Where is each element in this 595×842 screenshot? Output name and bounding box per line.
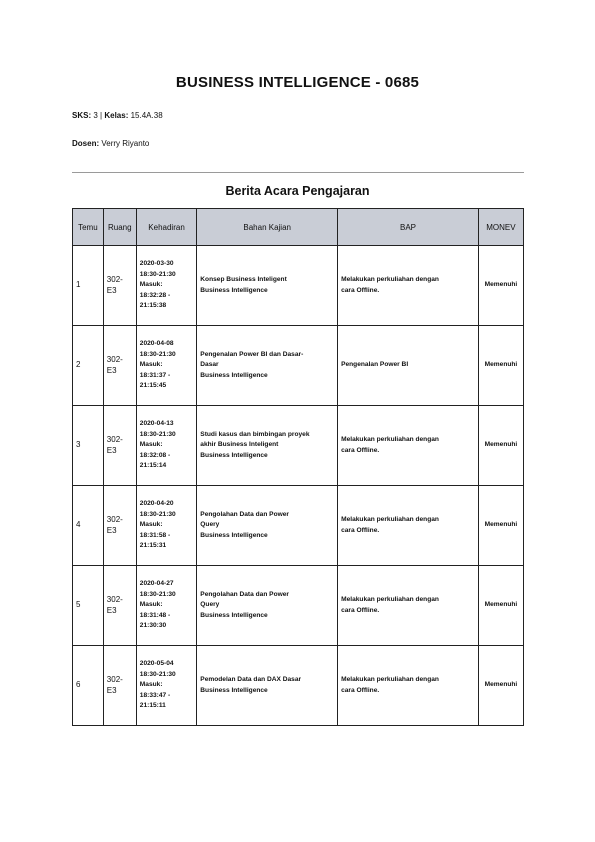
- cell-bahan-kajian-line: Business Intelligence: [200, 371, 268, 379]
- cell-kehadiran-line: 2020-05-04: [139, 660, 174, 668]
- cell-monev: Memenuhi: [478, 486, 523, 566]
- cell-kehadiran-line: Masuk:: [139, 441, 163, 449]
- cell-bahan-kajian: [197, 566, 338, 646]
- header-monev: MONEV: [478, 209, 523, 246]
- header-kehadiran: Kehadiran: [136, 209, 197, 246]
- sks-label: SKS:: [72, 111, 92, 120]
- cell-bap-line: cara Offline.: [341, 286, 380, 294]
- cell-ruang: [103, 246, 136, 326]
- cell-kehadiran-line: 18:31:58 -: [139, 531, 171, 539]
- cell-ruang: [103, 486, 136, 566]
- cell-bap-line: Melakukan perkuliahan dengan: [341, 516, 439, 524]
- cell-kehadiran-line: Masuk:: [139, 361, 163, 369]
- cell-bahan-kajian-line: Business Intelligence: [200, 611, 268, 619]
- section-title: Berita Acara Pengajaran: [225, 184, 370, 198]
- cell-bap-line: cara Offline.: [341, 686, 380, 694]
- cell-ruang-line: E3: [106, 285, 117, 295]
- cell-ruang-line: E3: [106, 605, 117, 615]
- cell-kehadiran-line: 21:15:14: [139, 462, 167, 470]
- sks-value: 3: [93, 111, 98, 120]
- cell-temu: 3: [73, 406, 104, 486]
- cell-bahan-kajian-line: Studi kasus dan bimbingan proyek: [200, 430, 310, 438]
- cell-kehadiran-line: 18:30-21:30: [139, 670, 176, 678]
- cell-bap: [338, 566, 479, 646]
- table-row: [73, 406, 524, 486]
- cell-kehadiran-line: 21:15:31: [139, 542, 167, 550]
- header-ruang: Ruang: [103, 209, 136, 246]
- cell-kehadiran-line: Masuk:: [139, 281, 163, 289]
- cell-ruang-line: 302-: [106, 595, 123, 605]
- cell-temu: 5: [73, 566, 104, 646]
- cell-monev: Memenuhi: [478, 246, 523, 326]
- kelas-value: 15.4A.38: [130, 111, 163, 120]
- cell-bahan-kajian-line: Dasar: [200, 361, 219, 369]
- cell-kehadiran-line: 18:30-21:30: [139, 510, 176, 518]
- cell-kehadiran-line: 18:32:08 -: [139, 451, 171, 459]
- table-row: [73, 486, 524, 566]
- cell-ruang-line: E3: [106, 685, 117, 695]
- cell-ruang: [103, 566, 136, 646]
- cell-bahan-kajian-line: Pengenalan Power BI dan Dasar-: [200, 350, 304, 358]
- lecturer-line: [72, 139, 149, 148]
- cell-bap-line: cara Offline.: [341, 446, 380, 454]
- course-meta-line: [72, 111, 163, 120]
- kelas-label: Kelas:: [104, 111, 129, 120]
- cell-kehadiran-line: 18:30-21:30: [139, 430, 176, 438]
- cell-kehadiran: [136, 246, 197, 326]
- cell-bahan-kajian-line: Business Intelligence: [200, 451, 268, 459]
- cell-bahan-kajian-line: Pengolahan Data dan Power: [200, 590, 289, 598]
- cell-bahan-kajian: [197, 406, 338, 486]
- page-title: BUSINESS INTELLIGENCE - 0685: [175, 74, 420, 91]
- header-bap: BAP: [338, 209, 479, 246]
- dosen-label: Dosen:: [72, 139, 100, 148]
- cell-bahan-kajian-line: Query: [200, 521, 220, 529]
- cell-kehadiran-line: 21:15:38: [139, 302, 167, 310]
- cell-bahan-kajian-line: Business Intelligence: [200, 286, 268, 294]
- cell-kehadiran-line: Masuk:: [139, 681, 163, 689]
- cell-bap-line: cara Offline.: [341, 606, 380, 614]
- header-bahan-kajian: Bahan Kajian: [197, 209, 338, 246]
- cell-bahan-kajian-line: Business Intelligence: [200, 531, 268, 539]
- cell-bap: [338, 326, 479, 406]
- cell-monev: Memenuhi: [478, 406, 523, 486]
- cell-kehadiran-line: Masuk:: [139, 601, 163, 609]
- cell-ruang: [103, 406, 136, 486]
- cell-kehadiran: [136, 646, 197, 726]
- cell-kehadiran: [136, 326, 197, 406]
- divider: [72, 172, 524, 173]
- cell-temu: 4: [73, 486, 104, 566]
- cell-bap-line: Melakukan perkuliahan dengan: [341, 596, 439, 604]
- cell-kehadiran-line: 18:32:28 -: [139, 291, 171, 299]
- cell-monev: Memenuhi: [478, 326, 523, 406]
- cell-kehadiran-line: 2020-04-08: [139, 340, 174, 348]
- cell-ruang: [103, 646, 136, 726]
- cell-bahan-kajian-line: Business Intelligence: [200, 686, 268, 694]
- cell-monev: Memenuhi: [478, 646, 523, 726]
- cell-bap-line: Melakukan perkuliahan dengan: [341, 276, 439, 284]
- cell-kehadiran-line: 18:30-21:30: [139, 350, 176, 358]
- cell-bap-line: Pengenalan Power BI: [341, 361, 409, 369]
- cell-kehadiran: [136, 406, 197, 486]
- cell-kehadiran-line: 2020-04-27: [139, 580, 174, 588]
- cell-bahan-kajian-line: akhir Business Inteligent: [200, 441, 279, 449]
- cell-ruang-line: E3: [106, 365, 117, 375]
- table-row: [73, 646, 524, 726]
- header-temu: Temu: [73, 209, 104, 246]
- cell-ruang: [103, 326, 136, 406]
- dosen-value: Verry Riyanto: [101, 139, 150, 148]
- table-row: [73, 566, 524, 646]
- cell-ruang-line: 302-: [106, 275, 123, 285]
- cell-bahan-kajian-line: Pengolahan Data dan Power: [200, 510, 289, 518]
- cell-ruang-line: 302-: [106, 675, 123, 685]
- cell-temu: 6: [73, 646, 104, 726]
- cell-bahan-kajian: [197, 486, 338, 566]
- teaching-record-table: [72, 208, 524, 726]
- cell-temu: 2: [73, 326, 104, 406]
- cell-kehadiran-line: 18:30-21:30: [139, 270, 176, 278]
- cell-kehadiran-line: 2020-04-20: [139, 500, 174, 508]
- cell-kehadiran-line: 18:31:37 -: [139, 371, 171, 379]
- cell-kehadiran-line: 18:33:47 -: [139, 691, 171, 699]
- meta-separator: |: [100, 111, 103, 120]
- cell-bap: [338, 486, 479, 566]
- cell-bap-line: Melakukan perkuliahan dengan: [341, 436, 439, 444]
- cell-bahan-kajian-line: Pemodelan Data dan DAX Dasar: [200, 676, 302, 684]
- cell-bahan-kajian-line: Query: [200, 601, 220, 609]
- cell-ruang-line: 302-: [106, 435, 123, 445]
- table-row: [73, 246, 524, 326]
- cell-kehadiran-line: 18:30-21:30: [139, 590, 176, 598]
- cell-monev: Memenuhi: [478, 566, 523, 646]
- cell-ruang-line: 302-: [106, 515, 123, 525]
- cell-bap: [338, 406, 479, 486]
- cell-kehadiran-line: Masuk:: [139, 521, 163, 529]
- cell-kehadiran-line: 21:30:30: [139, 622, 167, 630]
- table-header-row: [73, 209, 524, 246]
- cell-bap: [338, 646, 479, 726]
- cell-kehadiran: [136, 566, 197, 646]
- table-row: [73, 326, 524, 406]
- cell-ruang-line: E3: [106, 525, 117, 535]
- cell-temu: 1: [73, 246, 104, 326]
- cell-kehadiran-line: 21:15:45: [139, 382, 167, 390]
- cell-bahan-kajian: [197, 646, 338, 726]
- cell-bap-line: cara Offline.: [341, 526, 380, 534]
- cell-kehadiran: [136, 486, 197, 566]
- cell-bahan-kajian-line: Konsep Business Inteligent: [200, 276, 287, 284]
- cell-bahan-kajian: [197, 246, 338, 326]
- cell-ruang-line: E3: [106, 445, 117, 455]
- cell-ruang-line: 302-: [106, 355, 123, 365]
- cell-kehadiran-line: 2020-03-30: [139, 260, 174, 268]
- cell-kehadiran-line: 18:31:48 -: [139, 611, 171, 619]
- cell-kehadiran-line: 21:15:11: [139, 702, 166, 710]
- cell-bahan-kajian: [197, 326, 338, 406]
- cell-kehadiran-line: 2020-04-13: [139, 420, 174, 428]
- cell-bap: [338, 246, 479, 326]
- cell-bap-line: Melakukan perkuliahan dengan: [341, 676, 439, 684]
